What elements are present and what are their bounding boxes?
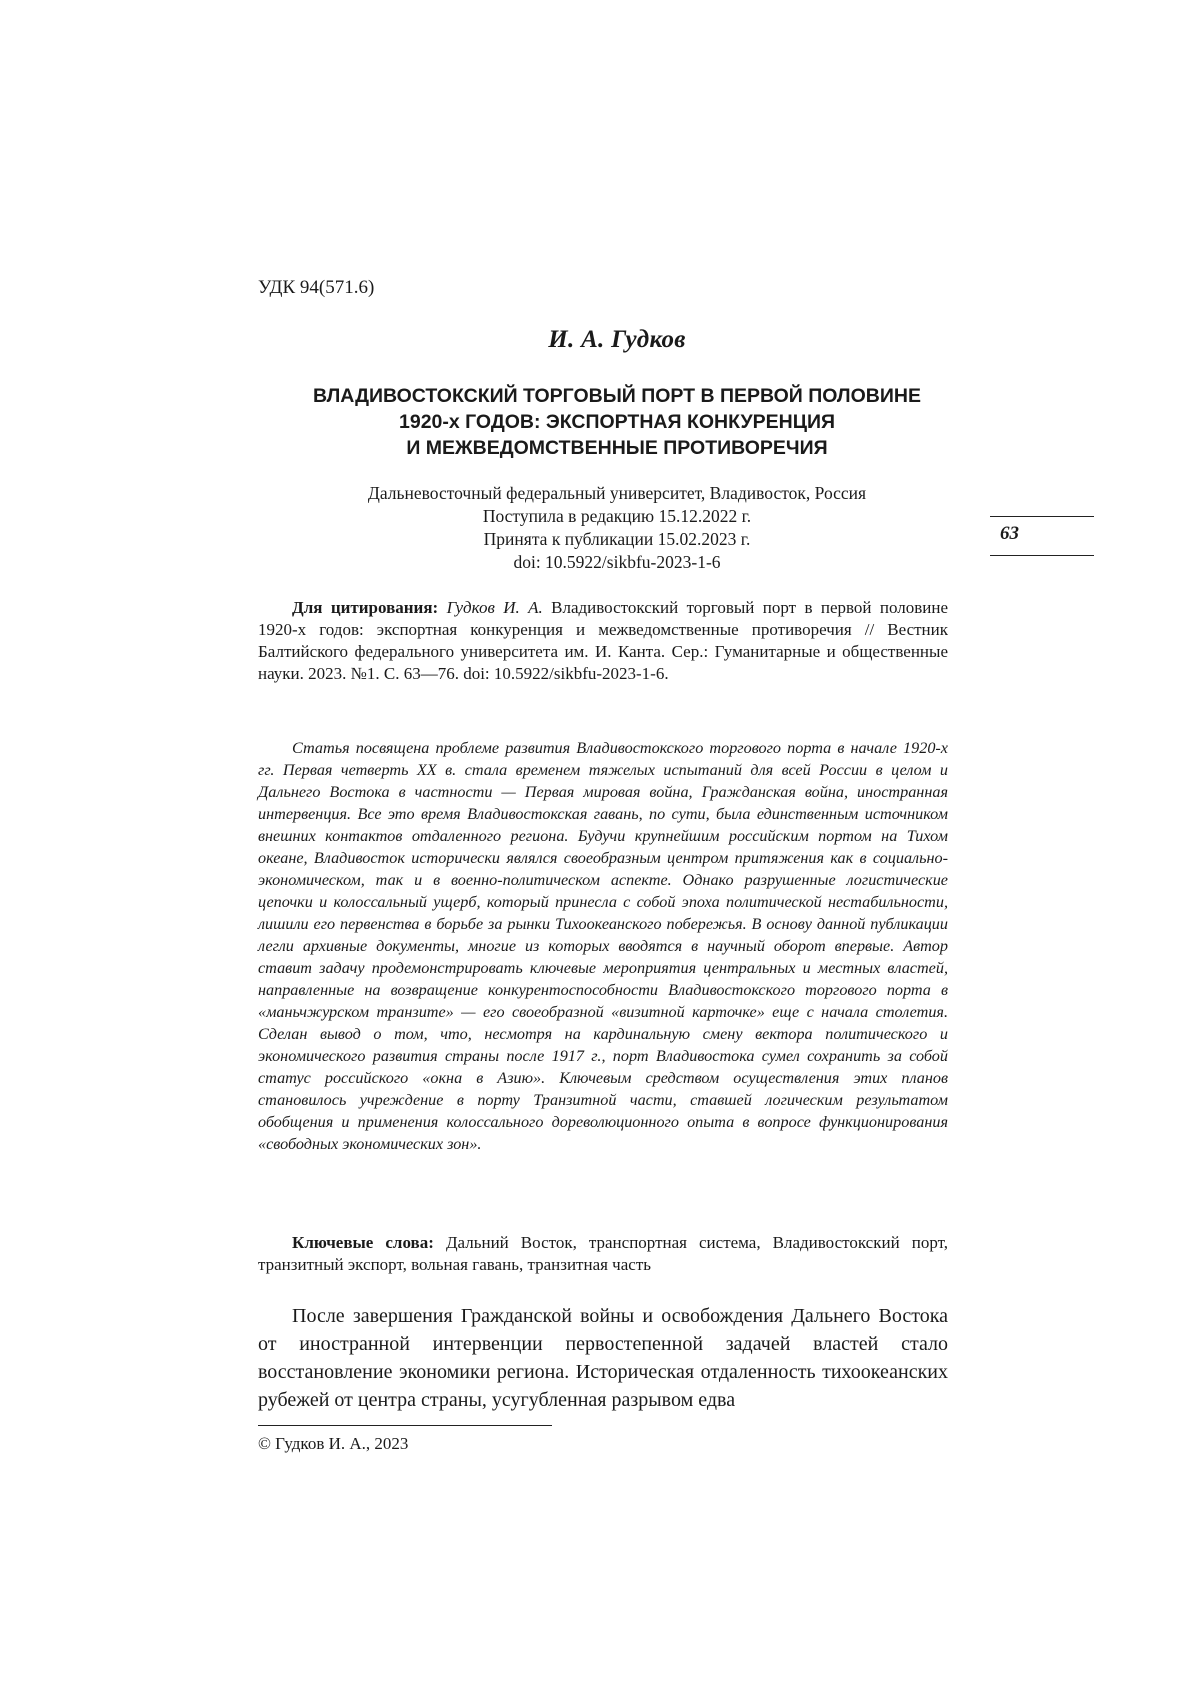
keywords-label: Ключевые слова: bbox=[292, 1233, 434, 1252]
body-paragraph: После завершения Гражданской войны и освобождения Дальнего Востока от иностранной интервенции первостепенной задачей властей стало восстановление экономики региона. Историческая отдаленность тихоокеанских рубежей от центра страны, усугубленная разрывом едва bbox=[258, 1305, 948, 1411]
title-line: И МЕЖВЕДОМСТВЕННЫЕ ПРОТИВОРЕЧИЯ bbox=[406, 437, 828, 459]
citation-label: Для цитирования: bbox=[292, 598, 439, 617]
doi: doi: 10.5922/sikbfu-2023-1-6 bbox=[513, 552, 721, 572]
keywords-text: Дальний Восток, транспортная система, Владивостокский порт, транзитный экспорт, вольная гавань, транзитная часть bbox=[258, 1233, 949, 1274]
title-line: 1920-х ГОДОВ: ЭКСПОРТНАЯ КОНКУРЕНЦИЯ bbox=[399, 411, 835, 433]
udk-code: УДК 94(571.6) bbox=[258, 277, 375, 298]
author-name: И. А. Гудков bbox=[548, 326, 686, 353]
citation-text: Владивостокский торговый порт в первой половине 1920-х годов: экспортная конкуренция и межведомственные противоречия // Вестник Балтийского федерального университета им. И. Канта. Сер.: Гуманитарные и общественные науки. 2023. №1. С. 63—76. doi: 10.5922/sikbfu-2023-1-6. bbox=[258, 598, 949, 683]
copyright: © Гудков И. А., 2023 bbox=[258, 1434, 409, 1453]
footnote-divider bbox=[258, 1425, 552, 1426]
citation-block bbox=[258, 597, 948, 685]
accepted-date: Принята к публикации 15.02.2023 г. bbox=[483, 529, 751, 549]
page-number-box bbox=[990, 516, 1094, 556]
keywords-block bbox=[258, 1232, 948, 1276]
affiliation: Дальневосточный федеральный университет, Владивосток, Россия bbox=[367, 483, 867, 503]
received-date: Поступила в редакцию 15.12.2022 г. bbox=[482, 506, 752, 526]
abstract: Статья посвящена проблеме развития Владивостокского торгового порта в начале 1920-х гг. Первая четверть XX в. стала временем тяжелых испытаний для всей России в целом и Дальнего Востока в частности — Первая мировая война, Гражданская война, иностранная интервенция. Все это время Владивостокская гавань, по сути, была единственным источником внешних контактов отдаленного региона. Будучи крупнейшим российским портом на Тихом океане, Владивосток исторически являлся своеобразным центром притяжения как в социально-экономическом, так и в военно-политическом аспекте. Однако разрушенные логистические цепочки и колоссальный ущерб, который принесла с собой эпоха политической нестабильности, лишили его первенства в борьбе за рынки Тихоокеанского побережья. В основу данной публикации легли архивные документы, многие из которых вводятся в научный оборот впервые. Автор ставит задачу продемонстрировать ключевые мероприятия центральных и местных властей, направленные на возвращение конкурентоспособности Владивостокского торгового порта в «маньчжурском транзите» — его своеобразной «визитной карточке» еще с начала столетия. Сделан вывод о том, что, несмотря на кардинальную смену вектора политического и экономического развития страны после 1917 г., порт Владивостока сумел сохранить за собой статус российского «окна в Азию». Ключевым средством осуществления этих планов становилось учреждение в порту Транзитной части, ставшей логическим результатом обобщения и применения колоссального дореволюционного опыта в вопросе функционирования «свободных экономических зон». bbox=[258, 739, 948, 1153]
citation-author: Гудков И. А. bbox=[446, 598, 543, 617]
title-line: ВЛАДИВОСТОКСКИЙ ТОРГОВЫЙ ПОРТ В ПЕРВОЙ ПОЛОВИНЕ bbox=[313, 385, 921, 407]
article-title bbox=[258, 383, 976, 461]
article-info bbox=[258, 482, 976, 574]
page-number: 63 bbox=[1000, 523, 1019, 544]
